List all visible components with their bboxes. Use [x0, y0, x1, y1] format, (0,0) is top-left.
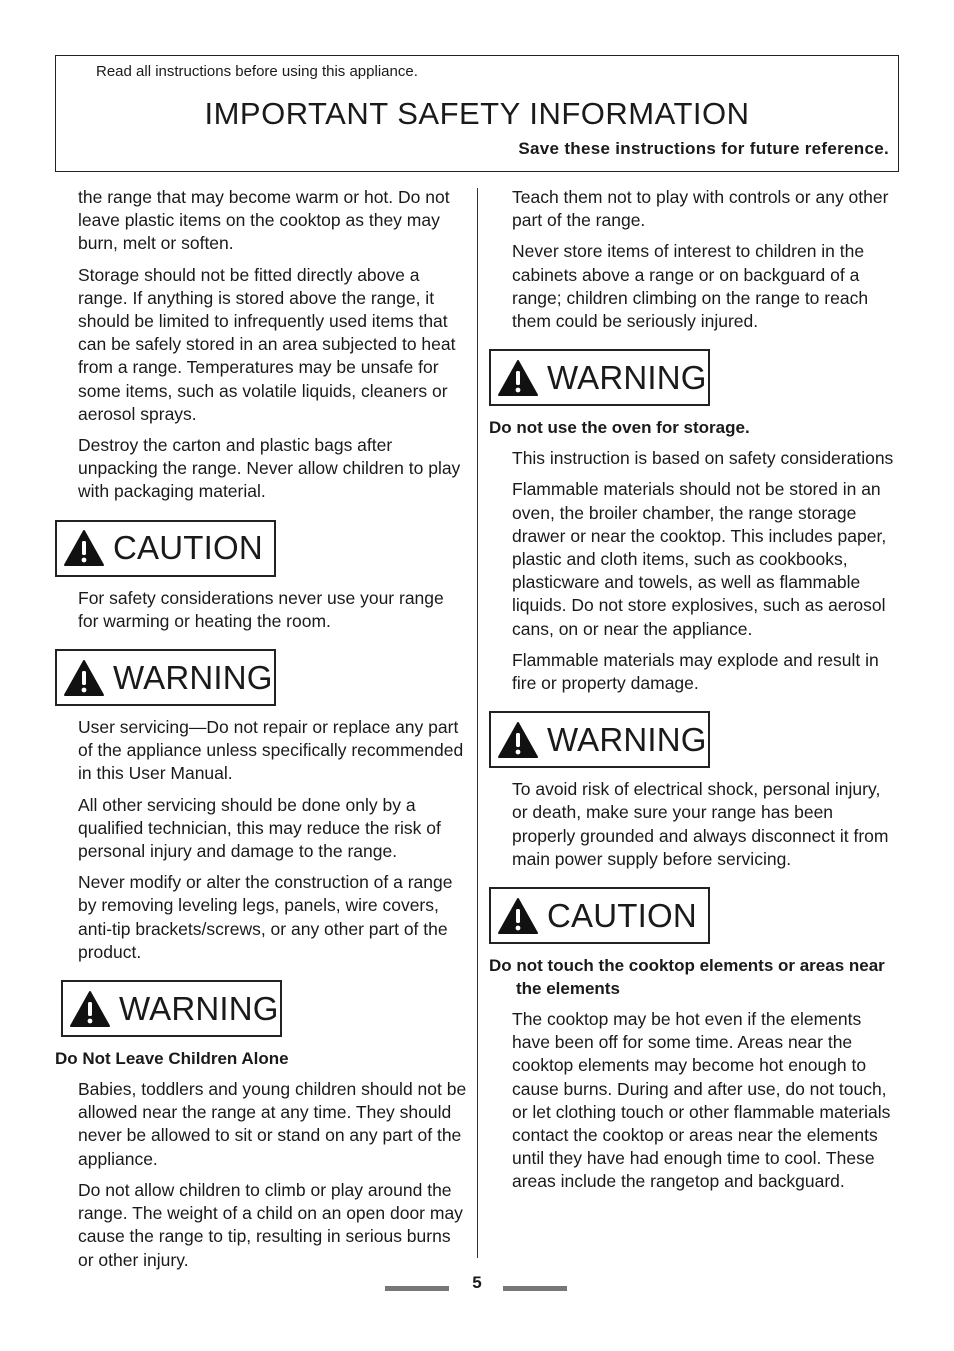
warning-triangle-icon [497, 721, 539, 759]
paragraph: Never modify or alter the construction of a range by removing leveling legs, panels, wire covers, anti-tip brackets/screws, or any other part of the product. [78, 872, 453, 962]
page-footer [0, 1273, 954, 1297]
warning-label-box [489, 711, 710, 768]
warning-label: WARNING [547, 358, 707, 396]
paragraph: Destroy the carton and plastic bags after unpacking the range. Never allow children to play with packaging material. [78, 435, 461, 502]
warning-label-box [489, 349, 710, 406]
warning-label: WARNING [113, 658, 273, 696]
page-title: IMPORTANT SAFETY INFORMATION [204, 96, 750, 131]
paragraph: Never store items of interest to children in the cabinets above a range or on backguard of a range; children climbing on the range to reach them could be seriously injured. [512, 241, 869, 332]
paragraph: Do not allow children to climb or play around the range. The weight of a child on an open door may cause the range to tip, resulting in serious burns or other injury. [78, 1179, 463, 1270]
page-number: 5 [472, 1273, 482, 1292]
caution-label: CAUTION [113, 529, 263, 567]
section-heading: Do not use the oven for storage. [489, 418, 750, 438]
paragraph: To avoid risk of electrical shock, personal injury, or death, make sure your range has been properly grounded and always disconnect it from main power supply before servicing. [512, 779, 889, 869]
caution-label-box [55, 520, 276, 577]
paragraph: Teach them not to play with controls or any other part of the range. [512, 187, 889, 231]
caution-label: CAUTION [547, 896, 697, 934]
section-heading: Do not touch the cooktop elements or areas near the elements [489, 956, 885, 999]
warning-triangle-icon [497, 359, 539, 397]
paragraph: This instruction is based on safety considerations [512, 448, 894, 469]
left-column [55, 186, 467, 1280]
footer-bar-left [385, 1286, 449, 1291]
safety-header-box [55, 55, 899, 172]
column-divider [477, 188, 478, 1258]
warning-label: WARNING [119, 989, 279, 1027]
paragraph: Flammable materials may explode and result in fire or property damage. [512, 649, 879, 694]
paragraph: Flammable materials should not be stored in an oven, the broiler chamber, the range storage drawer or near the cooktop. This includes paper, plastic and cloth items, such as cookbooks, plasticware and towels, as well as flammable liquids. Do not store explosives, such as aerosol cans, on or near the appliance. [512, 479, 887, 639]
save-instructions-note: Save these instructions for future reference. [518, 139, 889, 158]
warning-label: WARNING [547, 720, 707, 758]
paragraph: For safety considerations never use your range for warming or heating the room. [78, 587, 444, 631]
warning-triangle-icon [69, 990, 111, 1028]
paragraph: User servicing—Do not repair or replace any part of the appliance unless specifically recommended in this User Manual. [78, 717, 464, 784]
paragraph: The cooktop may be hot even if the elements have been off for some time. Areas near the cooktop elements may become hot enough to cause burns. During and after use, do not touch, or let clothing touch or other flammable materials contact the cooktop or areas near the elements until they have had enough time to cool. These areas include the rangetop and backguard. [512, 1009, 891, 1192]
caution-label-box [489, 887, 710, 944]
right-column [489, 186, 897, 1202]
warning-label-box [55, 649, 276, 706]
paragraph: Storage should not be fitted directly above a range. If anything is stored above the range, it should be limited to infrequently used items that can be safely stored in an area subjected to heat from a range. Temperatures may be unsafe for some items, such as volatile liquids, cleaners or aerosol sprays. [78, 264, 456, 424]
warning-triangle-icon [497, 897, 539, 935]
warning-triangle-icon [63, 529, 105, 567]
section-heading: Do Not Leave Children Alone [55, 1049, 289, 1069]
footer-bar-right [503, 1286, 567, 1291]
paragraph: the range that may become warm or hot. Do not leave plastic items on the cooktop as they may burn, melt or soften. [78, 187, 450, 254]
paragraph: All other servicing should be done only by a qualified technician, this may reduce the risk of personal injury and damage to the range. [78, 794, 441, 862]
paragraph: Babies, toddlers and young children should not be allowed near the range at any time. They should never be allowed to sit or stand on any part of the appliance. [78, 1079, 467, 1169]
warning-label-box [61, 980, 282, 1037]
header-note: Read all instructions before using this appliance. [96, 63, 418, 80]
warning-triangle-icon [63, 659, 105, 697]
